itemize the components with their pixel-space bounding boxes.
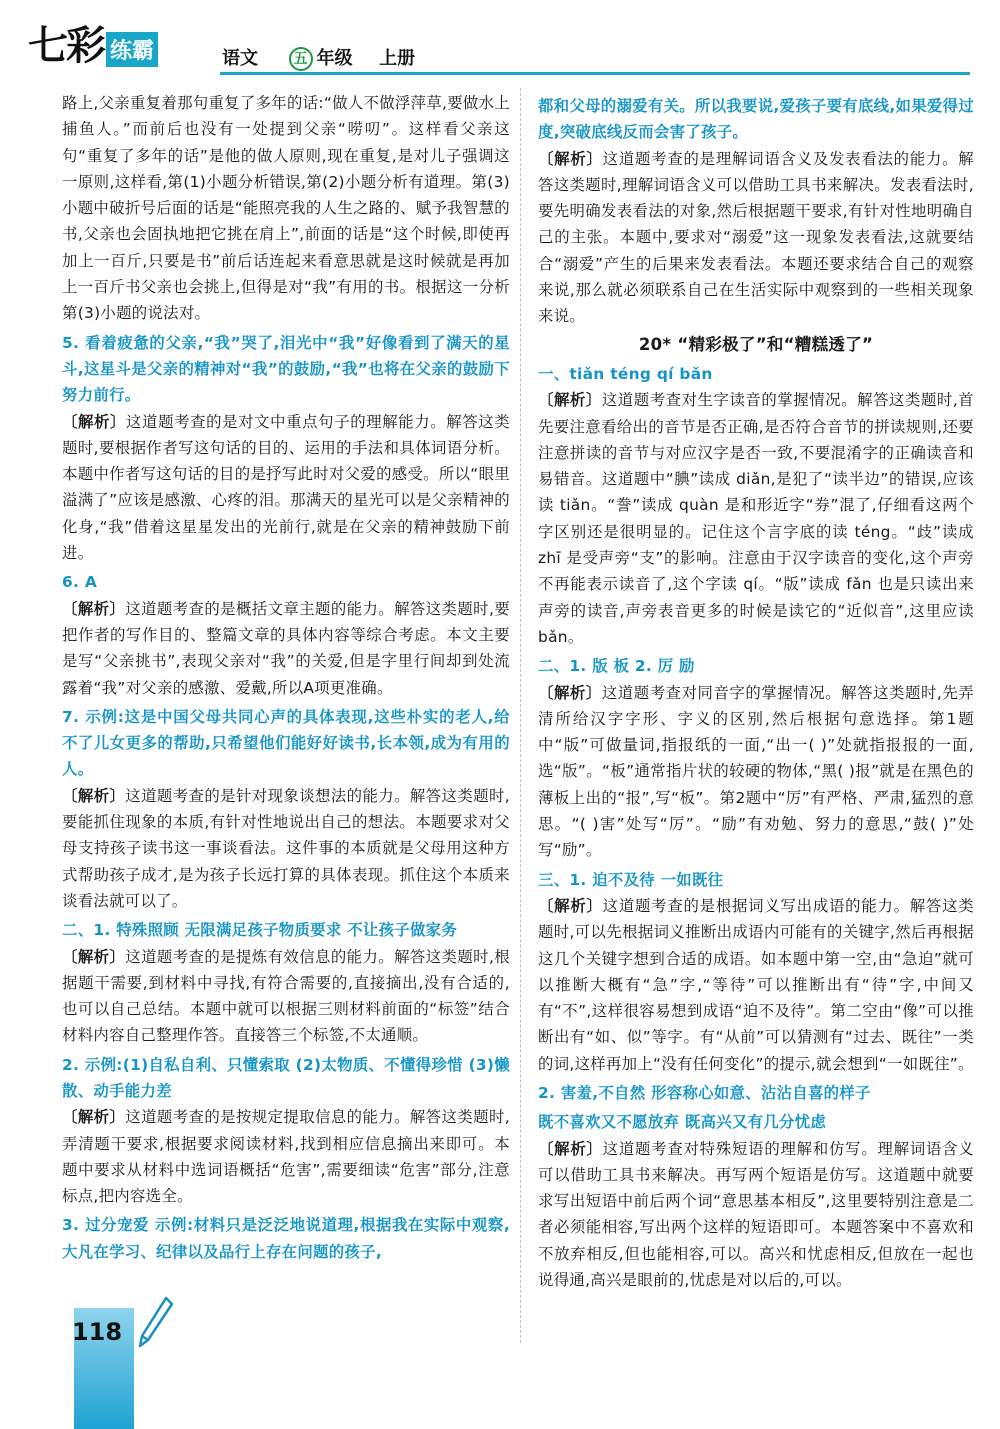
analysis-text: 这道题考查对特殊短语的理解和仿写。理解词语含义可以借助工具书来解决。再写两个短语是仿写。这道题中就要求写出短语中前后两个词“意思基本相反”,这里要特别注意是二者必须能相容,写出两个这样的短语即可。本题答案中不喜欢和不放弃相反,但也能相容,可以。高兴和忧虑相反,但放在一起也说得通,高兴是眼前的,忧虑是对以后的,可以。 (538, 1139, 975, 1290)
analysis-paragraph (538, 680, 974, 864)
analysis-text: 这道题考查对同音字的掌握情况。解答这类题时,先弄清所给汉字字形、字义的区别,然后根据句意选择。第1题中“版”可做量词,指报纸的一面,“出一( )”处就指报报的一面,选“版”。“板”通常指片状的较硬的物体,“黑( )报”就是在黑色的薄板上出的“报”,写“板”。第2题中“厉”有严格、严肃,猛烈的意思。“( )害”处写“厉”。“励”有劝勉、努力的意思,“鼓( )”处写“励”。 (538, 683, 975, 860)
analysis-text: 这道题考查的是提炼有效信息的能力。解答这类题时,根据题干需要,到材料中寻找,有符合需要的,直接摘出,没有合适的,也可以自己总结。本题中就可以根据三则材料前面的“标签”结合材料内容自己整理作答。直接答三个标签,不太通顺。 (62, 947, 510, 1045)
answer-line: 5. 看着疲惫的父亲,“我”哭了,泪光中“我”好像看到了满天的星斗,这星斗是父亲的精神对“我”的鼓励,“我”也将在父亲的鼓励下努力前行。 (62, 333, 510, 405)
analysis-label: 〔解析〕 (62, 1108, 126, 1127)
pencil-icon (138, 1296, 174, 1348)
grade-label: 年级 (316, 48, 353, 69)
answer-line: 既不喜欢又不愿放弃 既高兴又有几分忧虑 (538, 1113, 827, 1132)
analysis-text: 这道题考查的是根据词义写出成语的能力。解答这类题时,可以先根据词义推断出成语内可能有的关键字,然后再根据这几个关键字想到合适的成语。如本题中第一空,由“急迫”就可以推断大概有“急”字,“等待”可以推断出有“待”字,中间又有“不”,这样很容易想到成语“迫不及待”。第二空由“像”可以推断出有“如、似”等字。有“从前”可以猜测有“过去、既往”一类的词,这样再加上“没有任何变化”的提示,就会想到“一如既往”。 (538, 896, 975, 1073)
page-number: 118 (71, 1318, 123, 1346)
analysis-label: 〔解析〕 (538, 896, 603, 915)
analysis-text: 这道题考查对生字读音的掌握情况。解答这类题时,首先要注意看给出的音节是否正确,是否符合音节的拼读规则,还要注意拼读的音节与对应汉字是否一致,不要混淆字的正确读音和易错音。这道题中“腆”读成 diǎn,是犯了“读半边”的错误,应该读 tiǎn。“誊”读成 quàn 是和形近字“券”混了,仔细看这两个字区别还是很明显的。记住这个言字底的读 téng。“歧”读成 zhī 是受声旁“支”的影响。注意由于汉字读音的变化,这个声旁不再能表示读音了,这个字读 qí。“版”读成 fǎn 也是只读出来声旁的读音,声旁表音更多的时候是读它的“近似音”,这里应读 bǎn。 (538, 391, 975, 646)
analysis-text: 这道题考查的是针对现象谈想法的能力。解答这类题时,要能抓住现象的本质,有针对性地说出自己的想法。本题要求对父母支持孩子读书这一事谈看法。这件事的本质就是父母用这种方式帮助孩子成才,是为孩子长远打算的具体表现。抓住这个本质来谈看法就可以了。 (62, 786, 510, 910)
answer-line: 二、1. 版 板 2. 厉 励 (538, 657, 695, 676)
analysis-label: 〔解析〕 (62, 947, 126, 966)
analysis-text: 这道题考查的是概括文章主题的能力。解答这类题时,要把作者的写作目的、整篇文章的具体内容等综合考虑。本文主要是写“父亲挑书”,表现父亲对“我”的关爱,但是字里行间却到处流露着“我”对父亲的感激、爱戴,所以A项更准确。 (62, 599, 510, 697)
column-divider (520, 88, 522, 1343)
subject-label: 语文 (222, 48, 258, 69)
answer-line: 2. 示例:(1)自私自利、只懂索取 (2)太物质、不懂得珍惜 (3)懒散、动手能力差 (62, 1055, 510, 1100)
answer-line: 一、tiǎn téng qí bǎn (538, 364, 713, 383)
book-meta (222, 44, 415, 71)
analysis-text: 这道题考查的是对文中重点句子的理解能力。解答这类题时,要根据作者写这句话的目的、运用的手法和具体词语分析。本题中作者写这句话的目的是抒写此时对父爱的感受。所以“眼里溢满了”应该是感激、心疼的泪。那满天的星光可以是父亲精神的化身,“我”借着这星星发出的光前行,就是在父亲的精神鼓励下前进。 (62, 412, 510, 563)
answer-line: 7. 示例:这是中国父母共同心声的具体表现,这些朴实的老人,给不了儿女更多的帮助,只希望他们能好好读书,长本领,成为有用的人。 (62, 707, 510, 779)
analysis-label: 〔解析〕 (62, 412, 127, 431)
answer-line: 二、1. 特殊照顾 无限满足孩子物质要求 不让孩子做家务 (62, 921, 458, 940)
analysis-text: 这道题考查的是理解词语含义及发表看法的能力。解答这类题时,理解词语含义可以借助工具书来解决。发表看法时,要先明确发表看法的对象,然后根据题干要求,有针对性地明确自己的主张。本题中,要求对“溺爱”这一现象发表看法,这就要结合“溺爱”产生的后果来发表看法。本题还要求结合自己的观察来说,那么就必须联系自己在生活实际中观察到的一些相关现象来说。 (538, 149, 975, 326)
answer-line: 三、1. 迫不及待 一如既往 (538, 870, 724, 889)
analysis-label: 〔解析〕 (538, 683, 602, 702)
answer-line: 3. 过分宠爱 示例:材料只是泛泛地说道理,根据我在实际中观察,大凡在学习、纪律以及品行上存在问题的孩子, (62, 1216, 510, 1261)
header-rule (220, 72, 970, 75)
analysis-paragraph (538, 146, 974, 330)
brand-logo (28, 14, 158, 71)
answer-line: 2. 害羞,不自然 形容称心如意、沾沾自喜的样子 (538, 1083, 871, 1102)
analysis-label: 〔解析〕 (538, 1139, 603, 1158)
analysis-paragraph (62, 944, 510, 1049)
analysis-paragraph (538, 387, 974, 650)
analysis-paragraph (62, 596, 510, 701)
brand-text: 七彩 (28, 22, 104, 69)
body-paragraph: 路上,父亲重复着那句重复了多年的话:“做人不做浮萍草,要做水上捕鱼人。”而前后也没有一处提到父亲“唠叨”。这样看父亲这句“重复了多年的话”是他的做人原则,现在重复,是对儿子强调这一原则,这样看,第(1)小题分析错误,第(2)小题分析有道理。第(3)小题中破折号后面的话是“能照亮我的人生之路的、赋予我智慧的书,父亲也会固执地把它挑在肩上”,前面的话是“这个时候,即使再加上一百斤,只要是书”前后话连起来看意思就是这时候就是再加上一百斤书父亲也会挑上,但得是对“我”有用的书。根据这一分析第(3)小题的说法对。 (62, 94, 510, 323)
right-column (538, 90, 974, 1293)
page-header (0, 0, 1000, 80)
grade-badge: 五 (289, 47, 313, 71)
analysis-label: 〔解析〕 (538, 391, 602, 410)
analysis-label: 〔解析〕 (62, 599, 126, 618)
lesson-title: 20* “精彩极了”和“糟糕透了” (638, 334, 874, 354)
analysis-paragraph (62, 409, 510, 567)
left-column (62, 90, 510, 1265)
brand-box: 练霸 (106, 32, 158, 67)
analysis-paragraph (538, 893, 974, 1077)
analysis-label: 〔解析〕 (62, 786, 126, 805)
volume-label: 上册 (379, 48, 416, 69)
analysis-paragraph (62, 1104, 510, 1209)
answer-line: 6. A (62, 573, 98, 592)
analysis-text: 这道题考查的是按规定提取信息的能力。解答这类题时,弄清题干要求,根据要求阅读材料,找到相应信息摘出来即可。本题中要求从材料中选词语概括“危害”,需要细读“危害”部分,注意标点,把内容选全。 (62, 1108, 510, 1206)
analysis-paragraph (62, 783, 510, 914)
answer-line: 都和父母的溺爱有关。所以我要说,爱孩子要有底线,如果爱得过度,突破底线反而会害了孩子。 (538, 97, 974, 142)
analysis-paragraph (538, 1136, 974, 1294)
analysis-label: 〔解析〕 (538, 149, 603, 168)
